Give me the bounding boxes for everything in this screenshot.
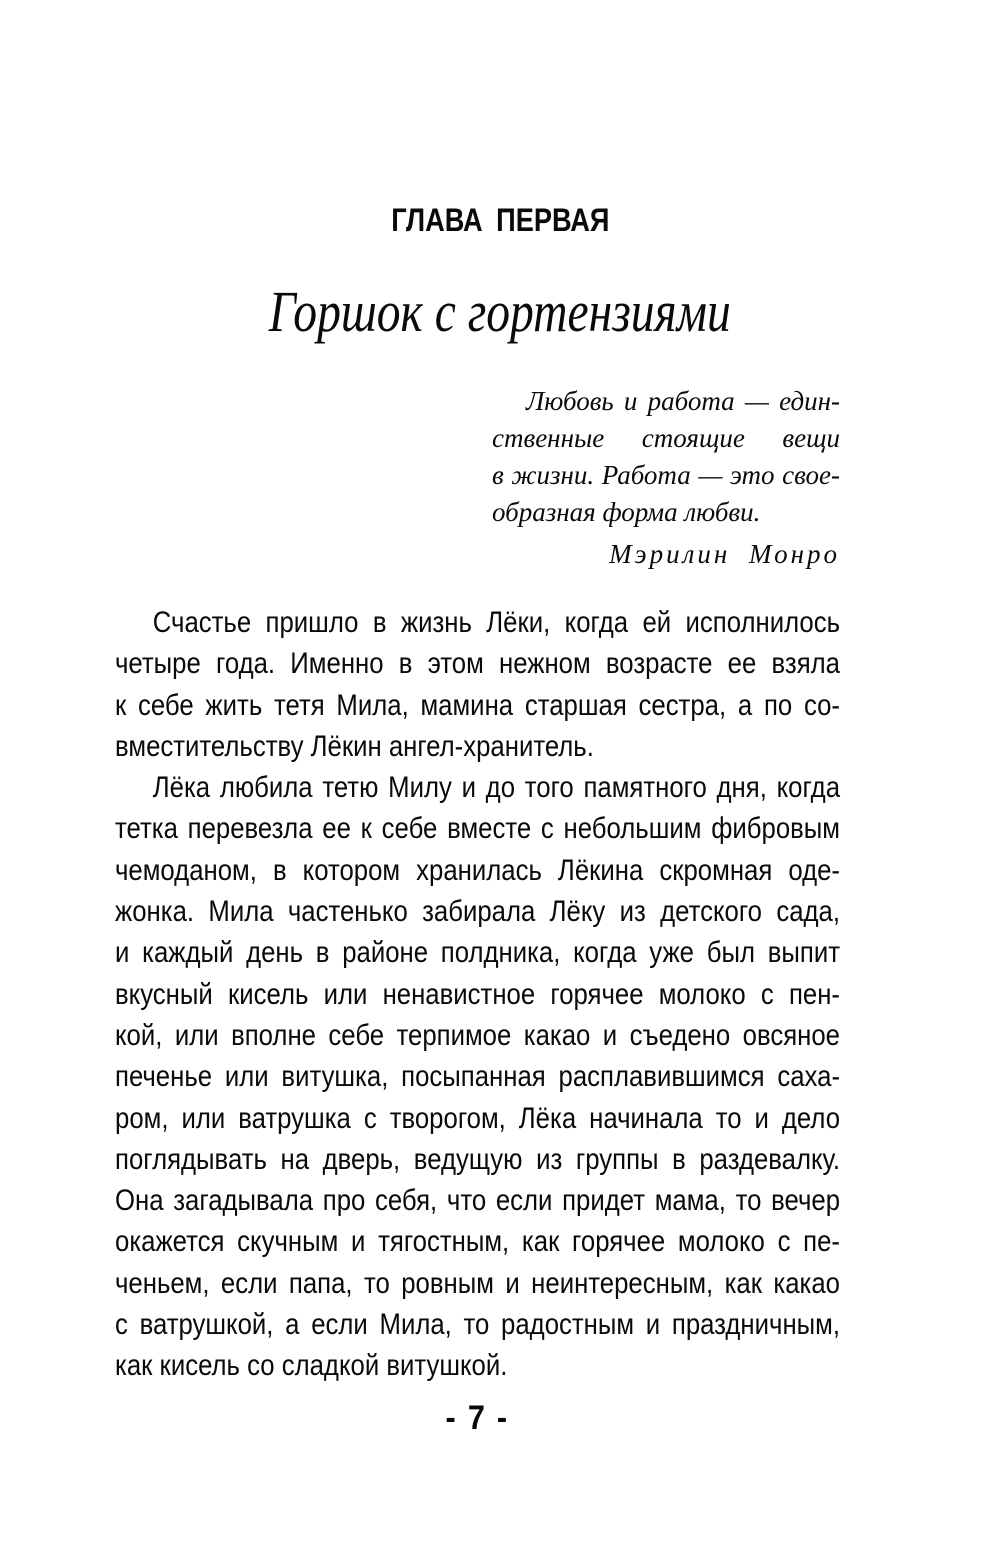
text-line: вкусный кисель или ненавистное горячее молоко с пен- — [115, 977, 841, 1011]
text-line: с ватрушкой, а если Мила, то радостным и праздничным, — [115, 1308, 841, 1342]
text-line: тетка перевезла ее к себе вместе с небольшим фибровым — [115, 812, 841, 846]
paragraph-1 — [115, 602, 840, 767]
text-line: окажется скучным и тягостным, как горячее молоко с пе- — [115, 1225, 841, 1259]
page-number — [115, 1401, 840, 1435]
text-line: как кисель со сладкой витушкой. — [115, 1349, 508, 1383]
text-line: Лёка любила тетю Милу и до того памятного дня, когда — [152, 771, 841, 805]
text-line: четыре года. Именно в этом нежном возрасте ее взяла — [115, 647, 841, 681]
text-line: ченьем, если папа, то ровным и неинтересным, как какао — [115, 1266, 841, 1300]
chapter-title-text: Горшок с гортензиями — [268, 279, 732, 344]
text-line: чемоданом, в котором хранилась Лёкина скромная оде- — [115, 853, 841, 887]
chapter-label — [0, 203, 1000, 237]
epigraph-text — [492, 383, 840, 531]
text-line: образная форма любви. — [492, 497, 761, 527]
chapter-label-text: ГЛАВА ПЕРВАЯ — [390, 202, 610, 238]
text-line: жонка. Мила частенько забирала Лёку из детского сада, — [115, 895, 841, 929]
text-line: Счастье пришло в жизнь Лёки, когда ей исполнилось — [152, 606, 841, 639]
text-line: кой, или вполне себе терпимое какао и съедено овсяное — [115, 1018, 841, 1052]
epigraph-attribution: Мэрилин Монро — [609, 539, 840, 569]
text-line: в жизни. Работа — это свое- — [492, 460, 840, 490]
text-line: вместительству Лёкин ангел-хранитель. — [115, 729, 594, 763]
paragraph-2 — [115, 767, 840, 1386]
text-line: к себе жить тетя Мила, мамина старшая сестра, а по со- — [115, 688, 841, 722]
text-line: ственные стоящие вещи — [492, 423, 840, 453]
epigraph — [492, 383, 840, 573]
text-line: печенье или витушка, посыпанная расплавившимся саха- — [115, 1060, 841, 1094]
text-line: ром, или ватрушка с творогом, Лёка начинала то и дело — [115, 1101, 841, 1135]
page-number-text: - 7 - — [445, 1399, 510, 1437]
body-text — [115, 602, 840, 1387]
text-line: и каждый день в районе полдника, когда уже был выпит — [115, 936, 841, 970]
chapter-title — [0, 281, 1000, 343]
text-line: поглядывать на дверь, ведущую из группы в раздевалку. — [115, 1142, 841, 1176]
text-line: Она загадывала про себя, что если придет мама, то вечер — [115, 1184, 841, 1218]
text-line: Любовь и работа — един- — [526, 386, 840, 416]
